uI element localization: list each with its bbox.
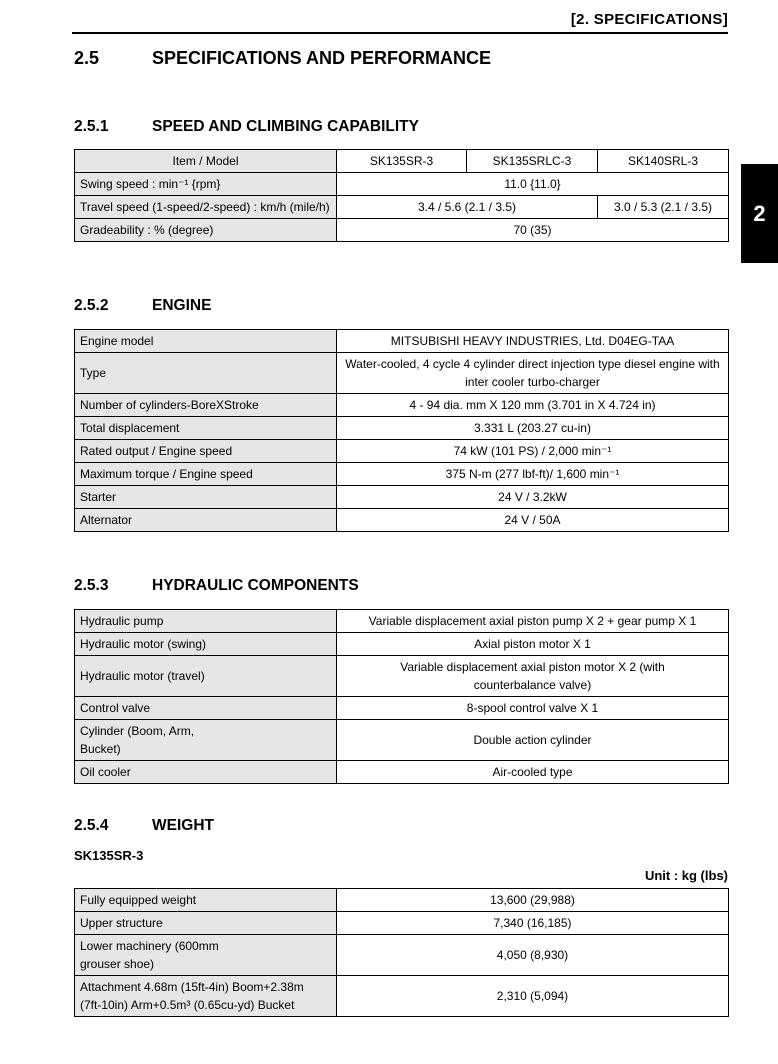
subsection-title-252: ENGINE [152,297,212,314]
column-header: SK135SR-3 [337,150,467,173]
table-row [75,440,729,463]
table-row [75,656,729,697]
row-label: Number of cylinders-BoreXStroke [75,394,337,417]
table-row [75,196,729,219]
row-label: Maximum torque / Engine speed [75,463,337,486]
table-row [75,394,729,417]
subsection-number-251: 2.5.1 [74,118,109,135]
table-row [75,219,729,242]
row-label: Fully equipped weight [75,889,337,912]
row-value: Variable displacement axial piston motor X 2 (with counterbalance valve) [337,656,729,697]
section-title: SPECIFICATIONS AND PERFORMANCE [152,48,492,68]
row-value: Double action cylinder [337,720,729,761]
table-row [75,610,729,633]
row-value: 7,340 (16,185) [337,912,729,935]
table-row [75,417,729,440]
row-value: 13,600 (29,988) [337,889,729,912]
engine-table [74,329,729,532]
row-label: Alternator [75,509,337,532]
row-value: 70 (35) [337,219,729,242]
subsection-number-254: 2.5.4 [74,817,109,834]
row-label: Hydraulic motor (swing) [75,633,337,656]
row-value: 74 kW (101 PS) / 2,000 min⁻¹ [337,440,729,463]
row-value: 24 V / 50A [337,509,729,532]
row-label: Engine model [75,330,337,353]
subsection-title-253: HYDRAULIC COMPONENTS [152,577,359,594]
column-header: SK135SRLC-3 [467,150,598,173]
row-label: Rated output / Engine speed [75,440,337,463]
row-value: 375 N-m (277 lbf-ft)/ 1,600 min⁻¹ [337,463,729,486]
row-value: 24 V / 3.2kW [337,486,729,509]
subsection-number-252: 2.5.2 [74,297,109,314]
page-header: [2. SPECIFICATIONS] [570,11,728,28]
table-row [75,976,729,1017]
row-value: Axial piston motor X 1 [337,633,729,656]
row-label: Attachment 4.68m (15ft-4in) Boom+2.38m (7ft-10in) Arm+0.5m³ (0.65cu-yd) Bucket [75,976,337,1017]
row-value: 3.331 L (203.27 cu-in) [337,417,729,440]
row-label: Hydraulic pump [75,610,337,633]
row-label: Total displacement [75,417,337,440]
row-label: Gradeability : % (degree) [75,219,337,242]
table-row [75,330,729,353]
row-label: Upper structure [75,912,337,935]
table-row [75,353,729,394]
table-row [75,761,729,784]
row-label: Cylinder (Boom, Arm, Bucket) [75,720,337,761]
row-label: Swing speed : min⁻¹ {rpm} [75,173,337,196]
row-value: 4,050 (8,930) [337,935,729,976]
table-row [75,912,729,935]
table-row [75,463,729,486]
unit-label: Unit : kg (lbs) [644,868,728,883]
weight-table [74,888,729,1017]
row-value: 8-spool control valve X 1 [337,697,729,720]
chapter-tab: 2 [741,164,778,263]
row-value: 2,310 (5,094) [337,976,729,1017]
row-label: Starter [75,486,337,509]
speed-table [74,149,729,242]
table-row [75,889,729,912]
row-value: Water-cooled, 4 cycle 4 cylinder direct injection type diesel engine with inter cooler turbo-charger [337,353,729,394]
row-value: 11.0 {11.0} [337,173,729,196]
table-row [75,720,729,761]
row-value: Air-cooled type [337,761,729,784]
row-value: Variable displacement axial piston pump X 2 + gear pump X 1 [337,610,729,633]
subsection-title-251: SPEED AND CLIMBING CAPABILITY [152,118,419,135]
row-label: Type [75,353,337,394]
table-row [75,173,729,196]
row-label: Lower machinery (600mm grouser shoe) [75,935,337,976]
column-header: Item / Model [75,150,337,173]
row-value: MITSUBISHI HEAVY INDUSTRIES, Ltd. D04EG-TAA [337,330,729,353]
subsection-number-253: 2.5.3 [74,577,109,594]
table-header-row [75,150,729,173]
model-subheading: SK135SR-3 [74,848,144,863]
table-row [75,697,729,720]
row-value: 3.4 / 5.6 (2.1 / 3.5) [337,196,598,219]
row-label: Control valve [75,697,337,720]
row-label: Hydraulic motor (travel) [75,656,337,697]
row-label: Oil cooler [75,761,337,784]
row-value: 3.0 / 5.3 (2.1 / 3.5) [598,196,729,219]
table-row [75,509,729,532]
header-rule [72,32,728,34]
table-row [75,935,729,976]
section-number: 2.5 [74,48,100,68]
subsection-title-254: WEIGHT [152,817,214,834]
row-value: 4 - 94 dia. mm X 120 mm (3.701 in X 4.724 in) [337,394,729,417]
column-header: SK140SRL-3 [598,150,729,173]
hydraulic-table [74,609,729,784]
table-row [75,486,729,509]
row-label: Travel speed (1-speed/2-speed) : km/h (mile/h) [75,196,337,219]
table-row [75,633,729,656]
